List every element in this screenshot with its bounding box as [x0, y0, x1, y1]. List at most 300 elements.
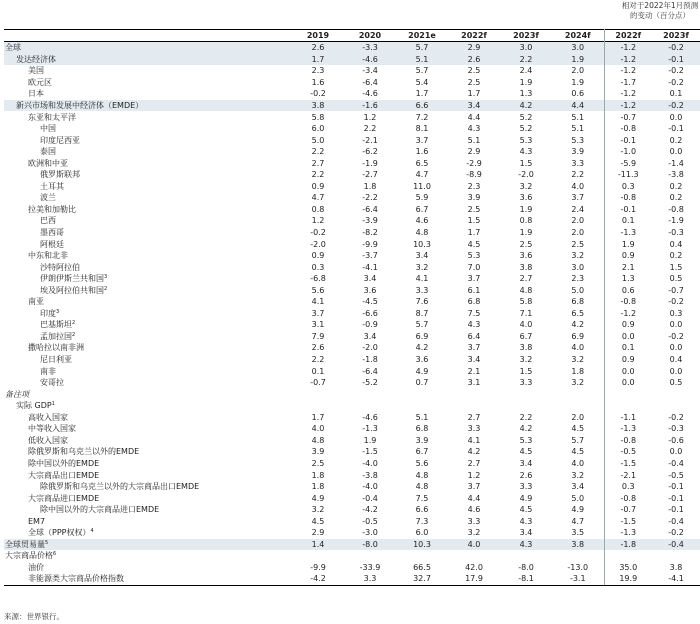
value-cell: 3.0 — [552, 42, 604, 54]
value-cell: 6.7 — [415, 447, 429, 457]
value-cell: -1.9 — [668, 216, 684, 226]
row-label-text: 新兴市场和发展中经济体（EMDE） — [16, 101, 144, 110]
value-cell: -6.6 — [362, 308, 378, 318]
value-cell: 4.8 — [415, 470, 429, 480]
value-cell: -4.0 — [362, 458, 378, 468]
value-cell: -4.2 — [362, 505, 378, 515]
row-label-text: 巴西 — [40, 216, 56, 226]
table-row — [4, 446, 700, 458]
footnote-marker: 1 — [51, 401, 55, 408]
value-cell: -1.0 — [604, 146, 652, 158]
value-cell: -2.0 — [518, 170, 534, 180]
value-cell: -0.1 — [668, 505, 684, 515]
value-cell: 2.3 — [467, 181, 481, 191]
value-cell: 3.7 — [415, 135, 429, 145]
table-row — [4, 412, 700, 424]
row-label — [4, 238, 292, 250]
value-cell: 5.2 — [519, 112, 533, 122]
value-cell — [604, 388, 652, 400]
value-cell: 1.8 — [311, 470, 325, 480]
value-cell: 3.3 — [519, 482, 533, 492]
value-cell: 1.6 — [311, 77, 325, 87]
value-cell: 3.8 — [552, 539, 604, 551]
table-row — [4, 296, 700, 308]
row-label-text: 全球 — [5, 43, 21, 53]
table-row — [4, 215, 700, 227]
value-cell: 2.7 — [519, 274, 533, 284]
value-cell: 0.0 — [669, 447, 683, 457]
value-cell: 3.2 — [571, 378, 585, 388]
value-cell: 3.2 — [415, 262, 429, 272]
value-cell: 3.4 — [519, 458, 533, 468]
value-cell: 3.2 — [311, 505, 325, 515]
value-cell: 5.7 — [415, 320, 429, 330]
value-cell: 1.5 — [519, 158, 533, 168]
value-cell: 0.0 — [604, 331, 652, 343]
value-cell: 3.2 — [519, 355, 533, 365]
value-cell: 0.0 — [669, 366, 683, 376]
value-cell: 3.8 — [669, 562, 683, 572]
row-label-text: 印度 — [40, 308, 56, 318]
value-cell: 5.3 — [467, 251, 481, 261]
value-cell: 5.3 — [519, 135, 533, 145]
row-label-text: 除俄罗斯和乌克兰以外的大宗商品出口EMDE — [40, 482, 200, 492]
value-cell: 3.8 — [519, 262, 533, 272]
value-cell: 3.0 — [571, 262, 585, 272]
value-cell: 0.0 — [604, 377, 652, 389]
value-cell: 4.7 — [311, 193, 325, 203]
column-header: 2021e — [408, 31, 436, 40]
row-label — [4, 227, 292, 239]
footnote-marker: 3 — [104, 274, 108, 281]
table-row — [4, 331, 700, 343]
value-cell: 6.0 — [311, 124, 325, 134]
value-cell: -0.4 — [668, 458, 684, 468]
value-cell: 7.2 — [415, 112, 429, 122]
value-cell: 1.7 — [311, 412, 325, 422]
value-cell: -6.4 — [362, 366, 378, 376]
forecast-table — [4, 29, 700, 586]
row-label — [4, 88, 292, 100]
value-cell: 0.3 — [669, 308, 683, 318]
value-cell: 4.2 — [415, 343, 429, 353]
value-cell: -3.8 — [668, 170, 684, 180]
row-label — [4, 100, 292, 112]
value-cell: 2.2 — [363, 124, 377, 134]
value-cell: 6.1 — [467, 285, 481, 295]
value-cell: 3.4 — [467, 355, 481, 365]
row-label — [4, 192, 292, 204]
value-cell: 0.1 — [669, 89, 683, 99]
table-row — [4, 88, 700, 100]
row-label-text: 南非 — [40, 366, 56, 376]
table-row — [4, 400, 700, 412]
value-cell: -1.6 — [344, 100, 396, 112]
value-cell: -0.2 — [668, 528, 684, 538]
value-cell: -9.9 — [310, 562, 326, 572]
value-cell: 6.4 — [467, 331, 481, 341]
row-label — [4, 515, 292, 527]
value-cell: 0.8 — [519, 216, 533, 226]
value-cell: -0.4 — [362, 493, 378, 503]
value-cell: -2.1 — [362, 135, 378, 145]
value-cell: 3.7 — [467, 482, 481, 492]
table-row — [4, 54, 700, 66]
value-cell: 66.5 — [413, 562, 431, 572]
value-cell: 4.2 — [500, 100, 552, 112]
row-label-text: 中国 — [40, 124, 56, 134]
value-cell: 5.0 — [311, 135, 325, 145]
value-cell: -1.5 — [604, 458, 652, 470]
row-label — [4, 146, 292, 158]
value-cell: 1.9 — [571, 77, 585, 87]
row-label-text: 安哥拉 — [40, 378, 64, 388]
value-cell: 0.2 — [669, 135, 683, 145]
value-cell — [292, 388, 344, 400]
source-note: 来源：世界银行。 — [4, 612, 64, 621]
value-cell: 4.5 — [311, 516, 325, 526]
row-label-text: 发达经济体 — [16, 54, 56, 64]
row-label — [4, 481, 292, 493]
row-label — [4, 400, 292, 412]
value-cell: 3.9 — [415, 435, 429, 445]
value-cell: 3.2 — [571, 470, 585, 480]
row-label — [4, 423, 292, 435]
column-header — [4, 30, 292, 42]
value-cell: -1.2 — [604, 88, 652, 100]
value-cell: -0.7 — [310, 378, 326, 388]
value-cell: 4.4 — [467, 493, 481, 503]
row-label — [4, 331, 292, 343]
row-label — [4, 134, 292, 146]
table-row — [4, 146, 700, 158]
value-cell: 1.5 — [467, 216, 481, 226]
value-cell: 2.2 — [571, 170, 585, 180]
row-label-text: 巴基斯坦 — [40, 320, 72, 330]
value-cell — [292, 550, 344, 562]
row-label-text: 墨西哥 — [40, 228, 64, 238]
row-label-text: 油价 — [28, 562, 44, 572]
value-cell: 4.0 — [571, 181, 585, 191]
value-cell: 3.6 — [363, 285, 377, 295]
row-label-text: 非能源类大宗商品价格指数 — [28, 574, 124, 584]
value-cell: 8.7 — [415, 308, 429, 318]
value-cell: -1.8 — [362, 355, 378, 365]
value-cell: 2.5 — [467, 204, 481, 214]
value-cell: 0.9 — [604, 250, 652, 262]
row-label — [4, 319, 292, 331]
value-cell: 0.8 — [311, 204, 325, 214]
header-note: 相对于2022年1月预测的变动（百分点） — [621, 1, 699, 20]
value-cell: -4.1 — [362, 262, 378, 272]
value-cell: 2.1 — [467, 366, 481, 376]
row-label — [4, 412, 292, 424]
value-cell: 5.1 — [571, 112, 585, 122]
value-cell: 4.8 — [519, 285, 533, 295]
value-cell: 3.8 — [292, 100, 344, 112]
value-cell: 3.3 — [344, 573, 396, 585]
value-cell: 3.4 — [448, 100, 500, 112]
value-cell: 3.1 — [467, 378, 481, 388]
value-cell: 1.9 — [552, 54, 604, 66]
value-cell: 3.5 — [571, 528, 585, 538]
value-cell: 2.7 — [311, 158, 325, 168]
value-cell: 7.0 — [467, 262, 481, 272]
value-cell: -1.7 — [604, 77, 652, 89]
value-cell: -5.2 — [362, 378, 378, 388]
value-cell: 7.6 — [415, 297, 429, 307]
value-cell: 1.3 — [604, 273, 652, 285]
table-row — [4, 65, 700, 77]
value-cell: 4.5 — [519, 447, 533, 457]
row-label — [4, 354, 292, 366]
value-cell: 3.3 — [467, 424, 481, 434]
value-cell: 4.8 — [415, 228, 429, 238]
value-cell: -2.1 — [604, 469, 652, 481]
value-cell — [448, 388, 500, 400]
value-cell: 3.6 — [415, 355, 429, 365]
value-cell: 3.0 — [500, 42, 552, 54]
value-cell: -0.8 — [604, 296, 652, 308]
row-label-text: 全球（PPP权权） — [28, 528, 91, 538]
table-body — [4, 42, 700, 586]
value-cell: 4.3 — [467, 320, 481, 330]
value-cell: -0.2 — [652, 100, 700, 112]
value-cell: 6.8 — [415, 424, 429, 434]
row-label-text: 除中国以外的EMDE — [28, 458, 100, 468]
value-cell: -8.9 — [466, 170, 482, 180]
footnote-marker: 6 — [53, 551, 57, 558]
value-cell — [396, 550, 448, 562]
value-cell — [396, 400, 448, 412]
value-cell: -0.7 — [668, 285, 684, 295]
value-cell: 1.7 — [292, 54, 344, 66]
row-label — [4, 469, 292, 481]
value-cell: 2.3 — [571, 274, 585, 284]
footnote-marker: 2 — [72, 320, 76, 327]
row-label-text: 中东和北非 — [28, 251, 68, 261]
value-cell: 3.9 — [311, 447, 325, 457]
row-label-text: 备注项 — [5, 389, 29, 399]
value-cell — [652, 550, 700, 562]
value-cell: 19.9 — [604, 573, 652, 585]
value-cell: 2.4 — [571, 204, 585, 214]
value-cell: 4.1 — [415, 274, 429, 284]
table-row — [4, 319, 700, 331]
footnote-marker: 2 — [104, 285, 108, 292]
value-cell: -3.7 — [362, 251, 378, 261]
value-cell: -0.2 — [310, 228, 326, 238]
table-row — [4, 527, 700, 539]
value-cell — [344, 400, 396, 412]
value-cell: 6.6 — [415, 505, 429, 515]
value-cell — [344, 388, 396, 400]
value-cell: -1.1 — [604, 412, 652, 424]
row-label-text: 欧洲和中亚 — [28, 158, 68, 168]
value-cell: 3.9 — [571, 147, 585, 157]
value-cell: 2.2 — [311, 170, 325, 180]
value-cell: -4.2 — [292, 573, 344, 585]
row-label-text: EM7 — [28, 516, 46, 526]
row-label-text: 实际 GDP — [16, 401, 52, 411]
value-cell: 4.8 — [311, 435, 325, 445]
value-cell: -3.4 — [362, 66, 378, 76]
row-label-text: 低收入国家 — [28, 435, 68, 445]
table-row — [4, 284, 700, 296]
row-label-text: 俄罗斯联邦 — [40, 170, 80, 180]
value-cell: 1.2 — [467, 470, 481, 480]
value-cell: 6.7 — [415, 204, 429, 214]
value-cell: 0.4 — [669, 239, 683, 249]
value-cell: 0.0 — [669, 320, 683, 330]
table-row — [4, 539, 700, 551]
value-cell: -4.6 — [362, 89, 378, 99]
value-cell: 3.7 — [467, 274, 481, 284]
table-header-row — [4, 30, 700, 42]
value-cell: 4.5 — [571, 447, 585, 457]
value-cell: 5.1 — [467, 135, 481, 145]
value-cell: 0.0 — [669, 343, 683, 353]
row-label — [4, 573, 292, 585]
value-cell: 6.9 — [415, 331, 429, 341]
value-cell: -8.0 — [344, 539, 396, 551]
table-row — [4, 481, 700, 493]
value-cell: 4.6 — [467, 505, 481, 515]
value-cell: 3.2 — [467, 528, 481, 538]
value-cell: -0.1 — [604, 134, 652, 146]
value-cell: -0.1 — [668, 124, 684, 134]
value-cell: 4.9 — [311, 493, 325, 503]
value-cell: 4.0 — [571, 458, 585, 468]
row-label — [4, 169, 292, 181]
row-label-text: 高收入国家 — [28, 412, 68, 422]
column-header: 2023f — [663, 31, 689, 40]
value-cell — [604, 550, 652, 562]
value-cell: -0.1 — [652, 54, 700, 66]
footnote-marker: 3 — [56, 308, 60, 315]
row-label-text: 沙特阿拉伯 — [40, 262, 80, 272]
row-label — [4, 157, 292, 169]
value-cell: 8.1 — [415, 124, 429, 134]
value-cell: -3.1 — [552, 573, 604, 585]
row-label — [4, 365, 292, 377]
value-cell: 7.9 — [311, 331, 325, 341]
value-cell: 5.3 — [519, 435, 533, 445]
value-cell: 1.8 — [571, 366, 585, 376]
value-cell: 4.9 — [415, 366, 429, 376]
value-cell: 7.1 — [519, 308, 533, 318]
value-cell: -0.2 — [668, 77, 684, 87]
value-cell: -0.2 — [668, 331, 684, 341]
value-cell: 0.3 — [604, 481, 652, 493]
row-label-text: 中等收入国家 — [28, 424, 76, 434]
value-cell: 4.2 — [519, 424, 533, 434]
column-header: 2024f — [564, 31, 591, 40]
table-row — [4, 354, 700, 366]
value-cell — [552, 550, 604, 562]
value-cell: 7.3 — [415, 516, 429, 526]
row-label-text: 除中国以外的大宗商品进口EMDE — [40, 505, 160, 515]
row-label-text: 大宗商品进口EMDE — [28, 493, 100, 503]
value-cell: 6.9 — [571, 331, 585, 341]
value-cell: 1.5 — [519, 366, 533, 376]
table-row — [4, 308, 700, 320]
value-cell: 1.9 — [519, 77, 533, 87]
value-cell: -6.4 — [362, 77, 378, 87]
value-cell: -6.2 — [362, 147, 378, 157]
table-row — [4, 515, 700, 527]
row-label-text: 尼日利亚 — [40, 355, 72, 365]
row-label-text: 全球贸易量 — [5, 539, 45, 549]
value-cell: 1.7 — [467, 228, 481, 238]
value-cell: 2.0 — [571, 228, 585, 238]
value-cell: 5.1 — [396, 54, 448, 66]
row-label-text: 阿根廷 — [40, 239, 64, 249]
value-cell: 4.7 — [415, 170, 429, 180]
value-cell: 17.9 — [448, 573, 500, 585]
value-cell: 2.6 — [519, 470, 533, 480]
value-cell: 4.0 — [571, 343, 585, 353]
value-cell: 4.4 — [552, 100, 604, 112]
row-label-text: 孟加拉国 — [40, 331, 72, 341]
value-cell: 5.8 — [311, 112, 325, 122]
value-cell: 1.3 — [519, 89, 533, 99]
value-cell: 3.1 — [311, 320, 325, 330]
value-cell: -1.2 — [604, 100, 652, 112]
value-cell: 3.4 — [363, 331, 377, 341]
value-cell: 4.2 — [467, 447, 481, 457]
value-cell: -0.2 — [652, 42, 700, 54]
table-row — [4, 469, 700, 481]
value-cell: 6.5 — [415, 158, 429, 168]
value-cell: -3.8 — [362, 470, 378, 480]
value-cell: 0.0 — [604, 365, 652, 377]
row-label — [4, 111, 292, 123]
table-row — [4, 261, 700, 273]
value-cell: 2.5 — [519, 239, 533, 249]
row-label — [4, 77, 292, 89]
value-cell: -1.2 — [604, 42, 652, 54]
value-cell: 5.7 — [415, 66, 429, 76]
value-cell: -2.2 — [362, 193, 378, 203]
value-cell: 1.2 — [311, 216, 325, 226]
footnote-marker: 2 — [72, 331, 76, 338]
value-cell: 2.6 — [311, 343, 325, 353]
value-cell: 3.3 — [519, 378, 533, 388]
value-cell: 3.6 — [519, 193, 533, 203]
value-cell: -0.8 — [668, 204, 684, 214]
row-label — [4, 42, 292, 54]
value-cell: 0.1 — [311, 366, 325, 376]
table-row — [4, 157, 700, 169]
table-row — [4, 435, 700, 447]
value-cell — [652, 400, 700, 412]
value-cell: 4.7 — [571, 516, 585, 526]
value-cell: 2.2 — [519, 412, 533, 422]
value-cell: 3.4 — [415, 251, 429, 261]
row-label — [4, 492, 292, 504]
value-cell: -0.5 — [362, 516, 378, 526]
value-cell: -8.0 — [518, 562, 534, 572]
value-cell: 5.7 — [571, 435, 585, 445]
value-cell: -0.3 — [668, 228, 684, 238]
value-cell: -4.1 — [652, 573, 700, 585]
value-cell: 2.5 — [467, 77, 481, 87]
table-row — [4, 423, 700, 435]
value-cell: 5.2 — [519, 124, 533, 134]
value-cell: 1.8 — [363, 181, 377, 191]
table-row — [4, 134, 700, 146]
